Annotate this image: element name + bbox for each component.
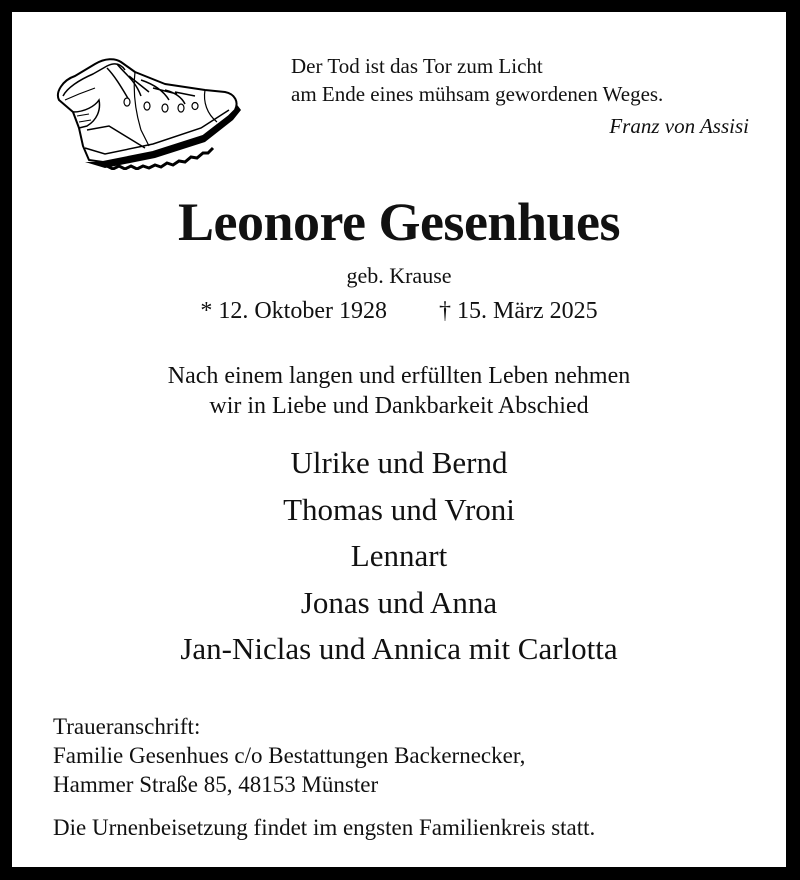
hiking-boot-icon (45, 50, 245, 170)
mourner-entry: Jan-Niclas und Annica mit Carlotta (180, 631, 618, 666)
death-date: † 15. März 2025 (439, 298, 598, 324)
mourner-entry: Thomas und Vroni (283, 491, 515, 527)
burial-note: Die Urnenbeisetzung findet im engsten Familienkreis statt. (53, 815, 596, 840)
life-dates (12, 295, 786, 327)
mourner-entry: Ulrike und Bernd (290, 445, 508, 480)
address-line: Familie Gesenhues c/o Bestattungen Backernecker, (53, 743, 526, 768)
quote-block (291, 52, 751, 140)
birth-date: * 12. Oktober 1928 (200, 298, 387, 324)
farewell-line: Nach einem langen und erfüllten Leben nehmen (167, 363, 631, 389)
quote-line: am Ende eines mühsam gewordenen Weges. (291, 82, 664, 106)
address-line: Hammer Straße 85, 48153 Münster (53, 772, 379, 797)
quote-author: Franz von Assisi (609, 114, 749, 138)
farewell-line: wir in Liebe und Dankbarkeit Abschied (209, 393, 589, 419)
farewell-text (12, 361, 786, 421)
condolence-address (53, 712, 525, 799)
mourner-entry: Jonas und Anna (300, 584, 498, 620)
deceased-name: Leonore Gesenhues (177, 192, 620, 252)
address-label: Traueranschrift: (53, 714, 201, 739)
mourners-list (12, 440, 786, 673)
mourner-entry: Lennart (350, 538, 448, 573)
quote-line: Der Tod ist das Tor zum Licht (291, 54, 543, 78)
maiden-name: geb. Krause (346, 263, 452, 288)
obituary-notice (12, 12, 786, 867)
